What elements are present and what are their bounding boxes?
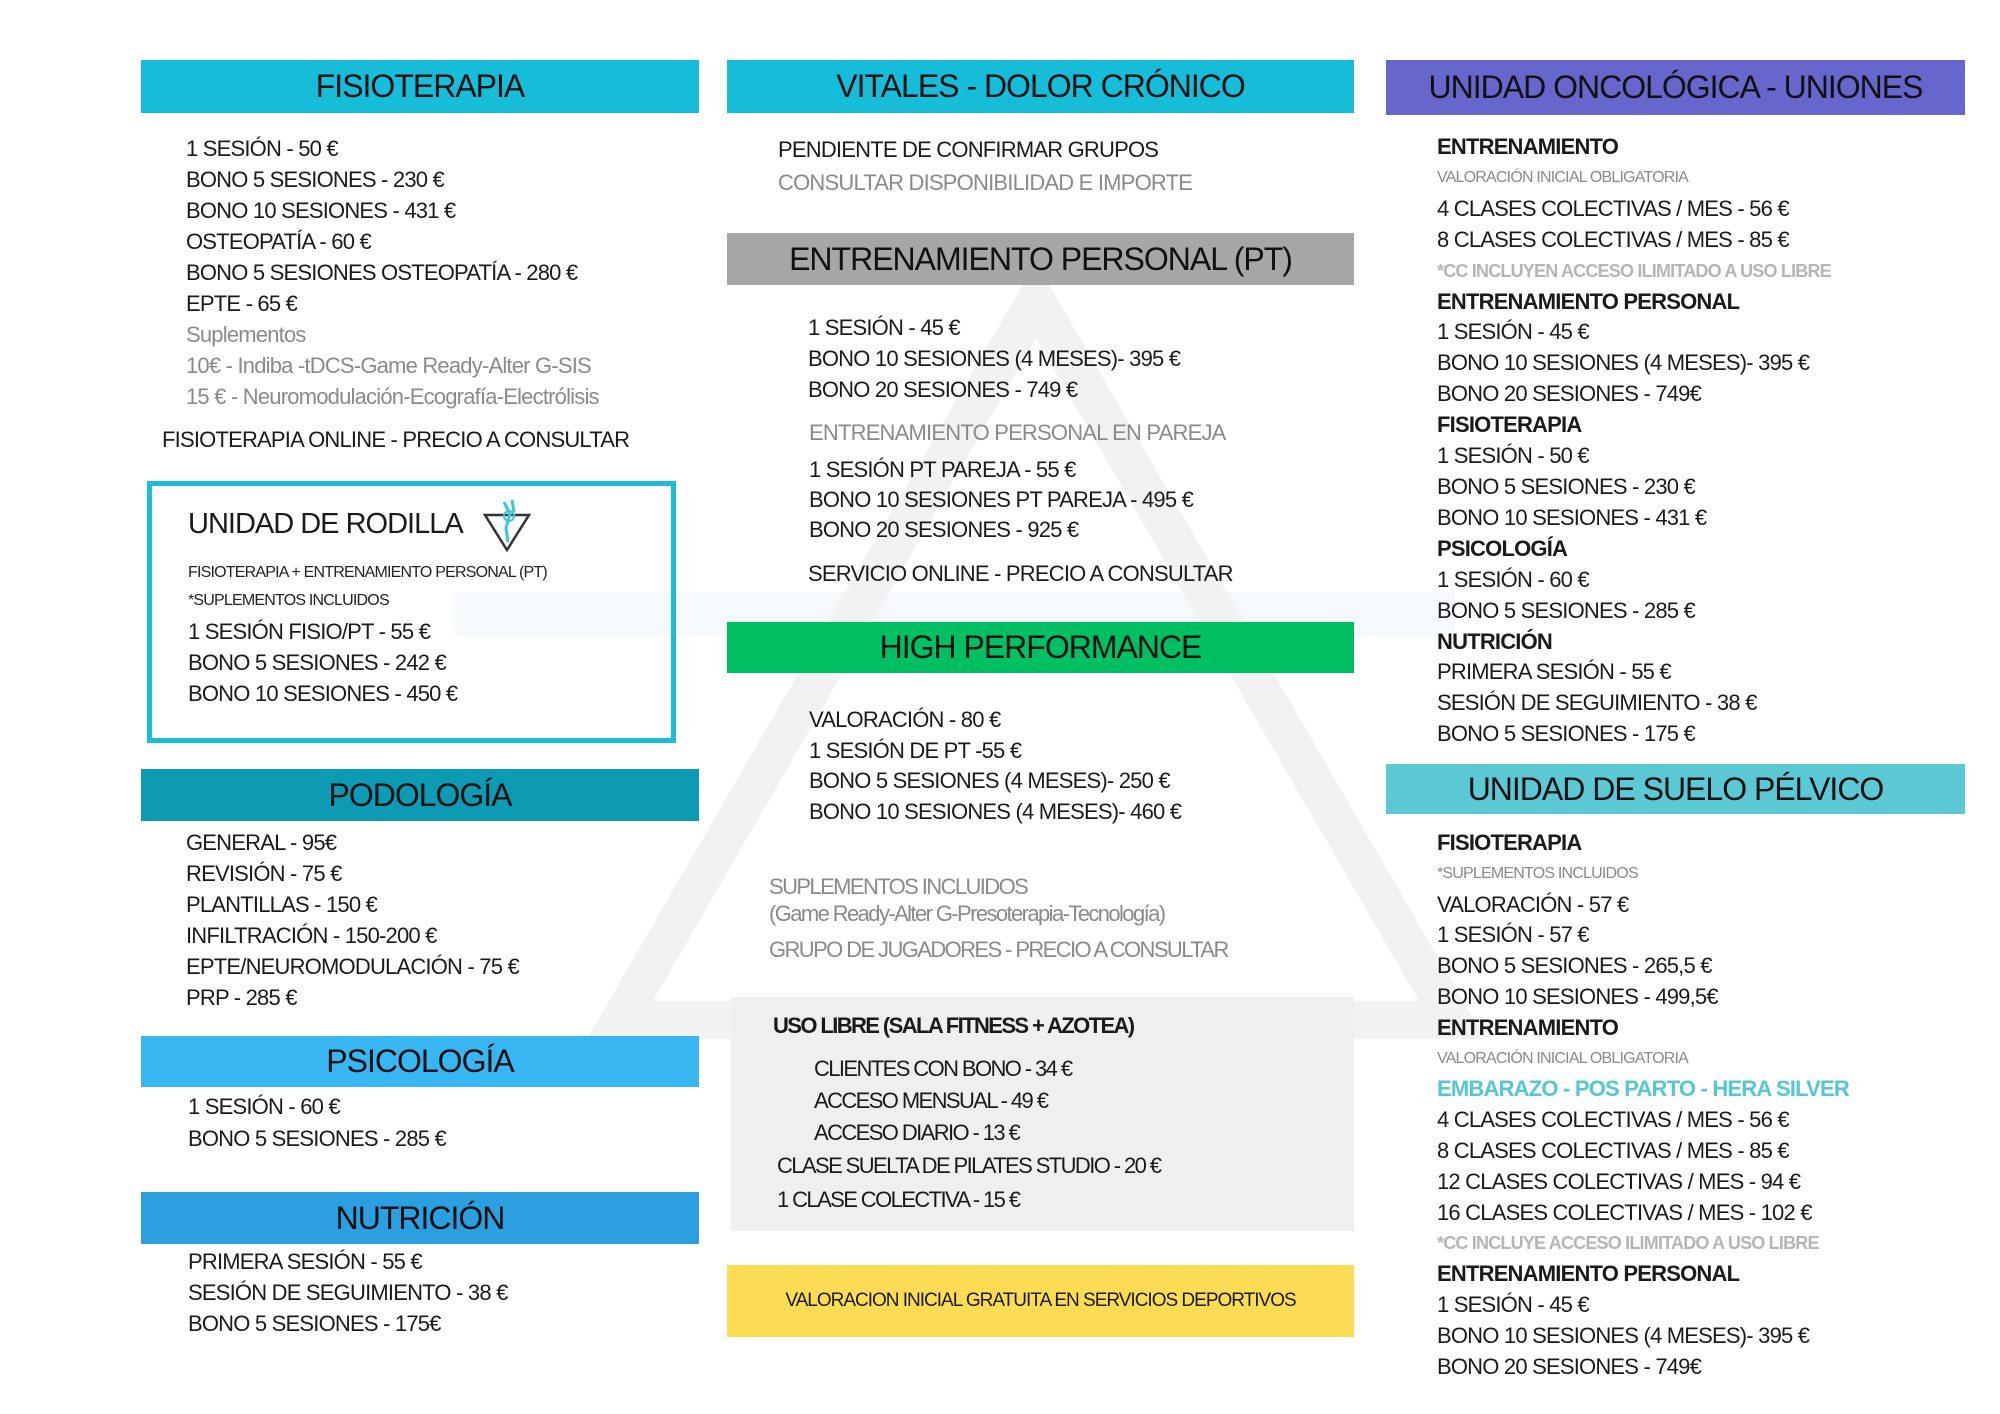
section-subheading: ENTRENAMIENTO PERSONAL [1437,1261,1740,1287]
price-line: BONO 10 SESIONES (4 MESES)- 395 € [1437,1322,1810,1348]
price-line: 1 SESIÓN - 50 € [1437,443,1589,469]
price-line: VALORACIÓN INICIAL OBLIGATORIA [1437,168,1689,186]
price-line: BONO 5 SESIONES - 285 € [188,1126,446,1151]
rodilla-note: *SUPLEMENTOS INCLUIDOS [188,592,389,609]
section-subheading: FISIOTERAPIA [1437,830,1582,855]
price-line: 1 SESIÓN - 45 € [1437,319,1589,345]
uso-libre-box [731,997,1354,1231]
price-line: 1 SESIÓN - 50 € [186,136,338,161]
entrenamiento-personal-title: ENTRENAMIENTO PERSONAL (PT) [789,240,1292,277]
price-line: VALORACIÓN - 80 € [809,707,1001,732]
hp-suplementos [769,873,1164,927]
fisioterapia-list [186,133,599,412]
price-line: BONO 5 SESIONES - 175€ [188,1311,441,1336]
price-line: 12 CLASES COLECTIVAS / MES - 94 € [1437,1168,1801,1194]
price-line: 10€ - Indiba -tDCS-Game Ready-Alter G-SIS [186,353,591,378]
valoracion-banner-text: VALORACION INICIAL GRATUITA EN SERVICIOS DEPORTIVOS [785,1290,1296,1311]
oncologia-header [1386,60,1965,115]
price-line: ACCESO DIARIO - 13 € [814,1120,1020,1145]
price-line: 1 SESIÓN - 60 € [1437,566,1589,592]
uso-libre-list [777,1149,1160,1217]
price-line: BONO 5 SESIONES - 230 € [1437,473,1695,499]
section-subheading: ENTRENAMIENTO [1437,1014,1619,1040]
podologia-title: PODOLOGÍA [328,776,512,813]
ep-list [808,312,1180,405]
price-line: 4 CLASES COLECTIVAS / MES - 56 € [1437,1107,1789,1133]
section-subheading: PSICOLOGÍA [1437,535,1568,561]
rodilla-list [188,616,457,709]
section-subheading: ENTRENAMIENTO [1437,134,1619,159]
price-line: BONO 5 SESIONES - 242 € [188,650,446,675]
price-line: *CC INCLUYE ACCESO ILIMITADO A USO LIBRE [1437,1233,1819,1254]
price-line: OSTEOPATÍA - 60 € [186,229,371,254]
price-line: PRIMERA SESIÓN - 55 € [1437,659,1671,685]
price-line: ACCESO MENSUAL - 49 € [814,1088,1048,1113]
psicologia-list [188,1091,446,1155]
price-line: BONO 10 SESIONES (4 MESES)- 395 € [1437,350,1810,376]
price-line: 8 CLASES COLECTIVAS / MES - 85 € [1437,226,1789,252]
price-line: BONO 5 SESIONES - 265,5 € [1437,953,1712,979]
price-line: 1 CLASE COLECTIVA - 15 € [777,1187,1020,1212]
price-line: BONO 10 SESIONES - 431 € [186,198,456,223]
fisioterapia-online [162,427,629,453]
price-line: BONO 10 SESIONES (4 MESES)- 460 € [809,798,1182,824]
price-line: 1 SESIÓN - 60 € [188,1094,340,1119]
price-line: EPTE - 65 € [186,291,298,316]
price-line: CLASE SUELTA DE PILATES STUDIO - 20 € [777,1153,1161,1178]
podologia-header [141,769,699,821]
ep-online: SERVICIO ONLINE - PRECIO A CONSULTAR [808,561,1233,586]
price-line: 1 SESIÓN PT PAREJA - 55 € [809,457,1076,482]
price-line: Suplementos [186,322,306,347]
price-line: VALORACIÓN - 57 € [1437,891,1629,917]
price-line: BONO 10 SESIONES - 431 € [1437,504,1707,530]
valoracion-banner [727,1265,1354,1337]
rodilla-box [147,481,676,743]
vitales-header [727,60,1354,113]
price-line: BONO 5 SESIONES - 175 € [1437,721,1695,747]
price-line: BONO 20 SESIONES - 749€ [1437,381,1702,407]
price-line: PENDIENTE DE CONFIRMAR GRUPOS [778,137,1159,162]
fisioterapia-header [141,60,699,113]
price-line: BONO 10 SESIONES - 450 € [188,681,458,706]
price-line: EMBARAZO - POS PARTO - HERA SILVER [1437,1076,1850,1102]
price-line: PLANTILLAS - 150 € [186,892,378,917]
psicologia-header [141,1036,699,1087]
podologia-list [186,827,519,1013]
price-line: BONO 5 SESIONES (4 MESES)- 250 € [809,768,1170,793]
price-line: BONO 10 SESIONES - 499,5€ [1437,983,1718,1009]
price-line: VALORACIÓN INICIAL OBLIGATORIA [1437,1049,1689,1067]
hp-list [809,705,1181,827]
section-subheading: NUTRICIÓN [1437,628,1553,654]
entrenamiento-personal-header [727,233,1354,285]
price-line: SESIÓN DE SEGUIMIENTO - 38 € [1437,690,1757,716]
price-line: *SUPLEMENTOS INCLUIDOS [1437,864,1638,882]
price-line: *CC INCLUYEN ACCESO ILIMITADO A USO LIBRE [1437,260,1831,281]
price-line: BONO 10 SESIONES PT PAREJA - 495 € [809,487,1194,512]
price-line: 1 SESIÓN - 57 € [1437,922,1589,948]
suelo-pelvico-header [1386,764,1965,814]
suelo-pelvico-list [1437,828,1849,1382]
price-line: CLIENTES CON BONO - 34 € [814,1056,1072,1081]
price-line: EPTE/NEUROMODULACIÓN - 75 € [186,954,519,979]
price-line: PRIMERA SESIÓN - 55 € [188,1249,422,1274]
price-line: BONO 10 SESIONES (4 MESES)- 395 € [808,346,1181,371]
rodilla-title: UNIDAD DE RODILLA [188,508,463,540]
suelo-pelvico-title: UNIDAD DE SUELO PÉLVICO [1467,770,1884,807]
vitales-title: VITALES - DOLOR CRÓNICO [836,68,1245,104]
price-line: BONO 5 SESIONES - 285 € [1437,597,1695,623]
ep-pareja-list [809,455,1193,545]
nutricion-title: NUTRICIÓN [335,1199,505,1236]
price-line: (Game Ready-Alter G-Presoterapia-Tecnología) [769,901,1165,926]
price-line: 1 SESIÓN - 45 € [808,315,960,340]
uso-libre-sub-list [814,1053,1071,1149]
price-line: 1 SESIÓN DE PT -55 € [809,737,1022,763]
price-line: 15 € - Neuromodulación-Ecografía-Electrólisis [186,384,599,409]
price-line: BONO 5 SESIONES OSTEOPATÍA - 280 € [186,260,578,285]
nutricion-header [141,1192,699,1244]
ep-pareja-title: ENTRENAMIENTO PERSONAL EN PAREJA [809,420,1226,445]
price-line: 8 CLASES COLECTIVAS / MES - 85 € [1437,1137,1789,1163]
price-line: 1 SESIÓN FISIO/PT - 55 € [188,619,431,644]
oncologia-title: UNIDAD ONCOLÓGICA - UNIONES [1428,69,1923,105]
price-line: BONO 5 SESIONES - 230 € [186,167,444,192]
vitales-list [778,133,1192,199]
fisioterapia-online-text: FISIOTERAPIA ONLINE - PRECIO A CONSULTAR [162,427,630,452]
section-subheading: ENTRENAMIENTO PERSONAL [1437,288,1740,314]
high-performance-header [727,622,1354,673]
section-subheading: FISIOTERAPIA [1437,412,1582,438]
high-performance-title: HIGH PERFORMANCE [879,629,1202,665]
price-line: PRP - 285 € [186,985,297,1010]
price-line: SUPLEMENTOS INCLUIDOS [769,874,1028,899]
price-line: 16 CLASES COLECTIVAS / MES - 102 € [1437,1199,1812,1225]
price-line: SESIÓN DE SEGUIMIENTO - 38 € [188,1280,508,1305]
hp-grupo: GRUPO DE JUGADORES - PRECIO A CONSULTAR [769,937,1228,962]
price-line: BONO 20 SESIONES - 749 € [808,377,1078,402]
price-line: GENERAL - 95€ [186,830,337,855]
price-line: BONO 20 SESIONES - 925 € [809,517,1079,542]
nutricion-list [188,1246,508,1339]
knee-triangle-icon [482,498,532,553]
price-line: CONSULTAR DISPONIBILIDAD E IMPORTE [778,170,1193,195]
fisioterapia-title: FISIOTERAPIA [315,68,525,104]
price-line: BONO 20 SESIONES - 749€ [1437,1353,1702,1379]
price-line: REVISIÓN - 75 € [186,861,342,886]
price-line: INFILTRACIÓN - 150-200 € [186,923,437,948]
price-line: 4 CLASES COLECTIVAS / MES - 56 € [1437,195,1789,221]
rodilla-subtitle: FISIOTERAPIA + ENTRENAMIENTO PERSONAL (PT) [188,564,547,581]
uso-libre-title: USO LIBRE (SALA FITNESS + AZOTEA) [773,1013,1134,1038]
price-line: 1 SESIÓN - 45 € [1437,1291,1589,1317]
oncologia-list [1437,132,1831,750]
psicologia-title: PSICOLOGÍA [326,1043,514,1079]
